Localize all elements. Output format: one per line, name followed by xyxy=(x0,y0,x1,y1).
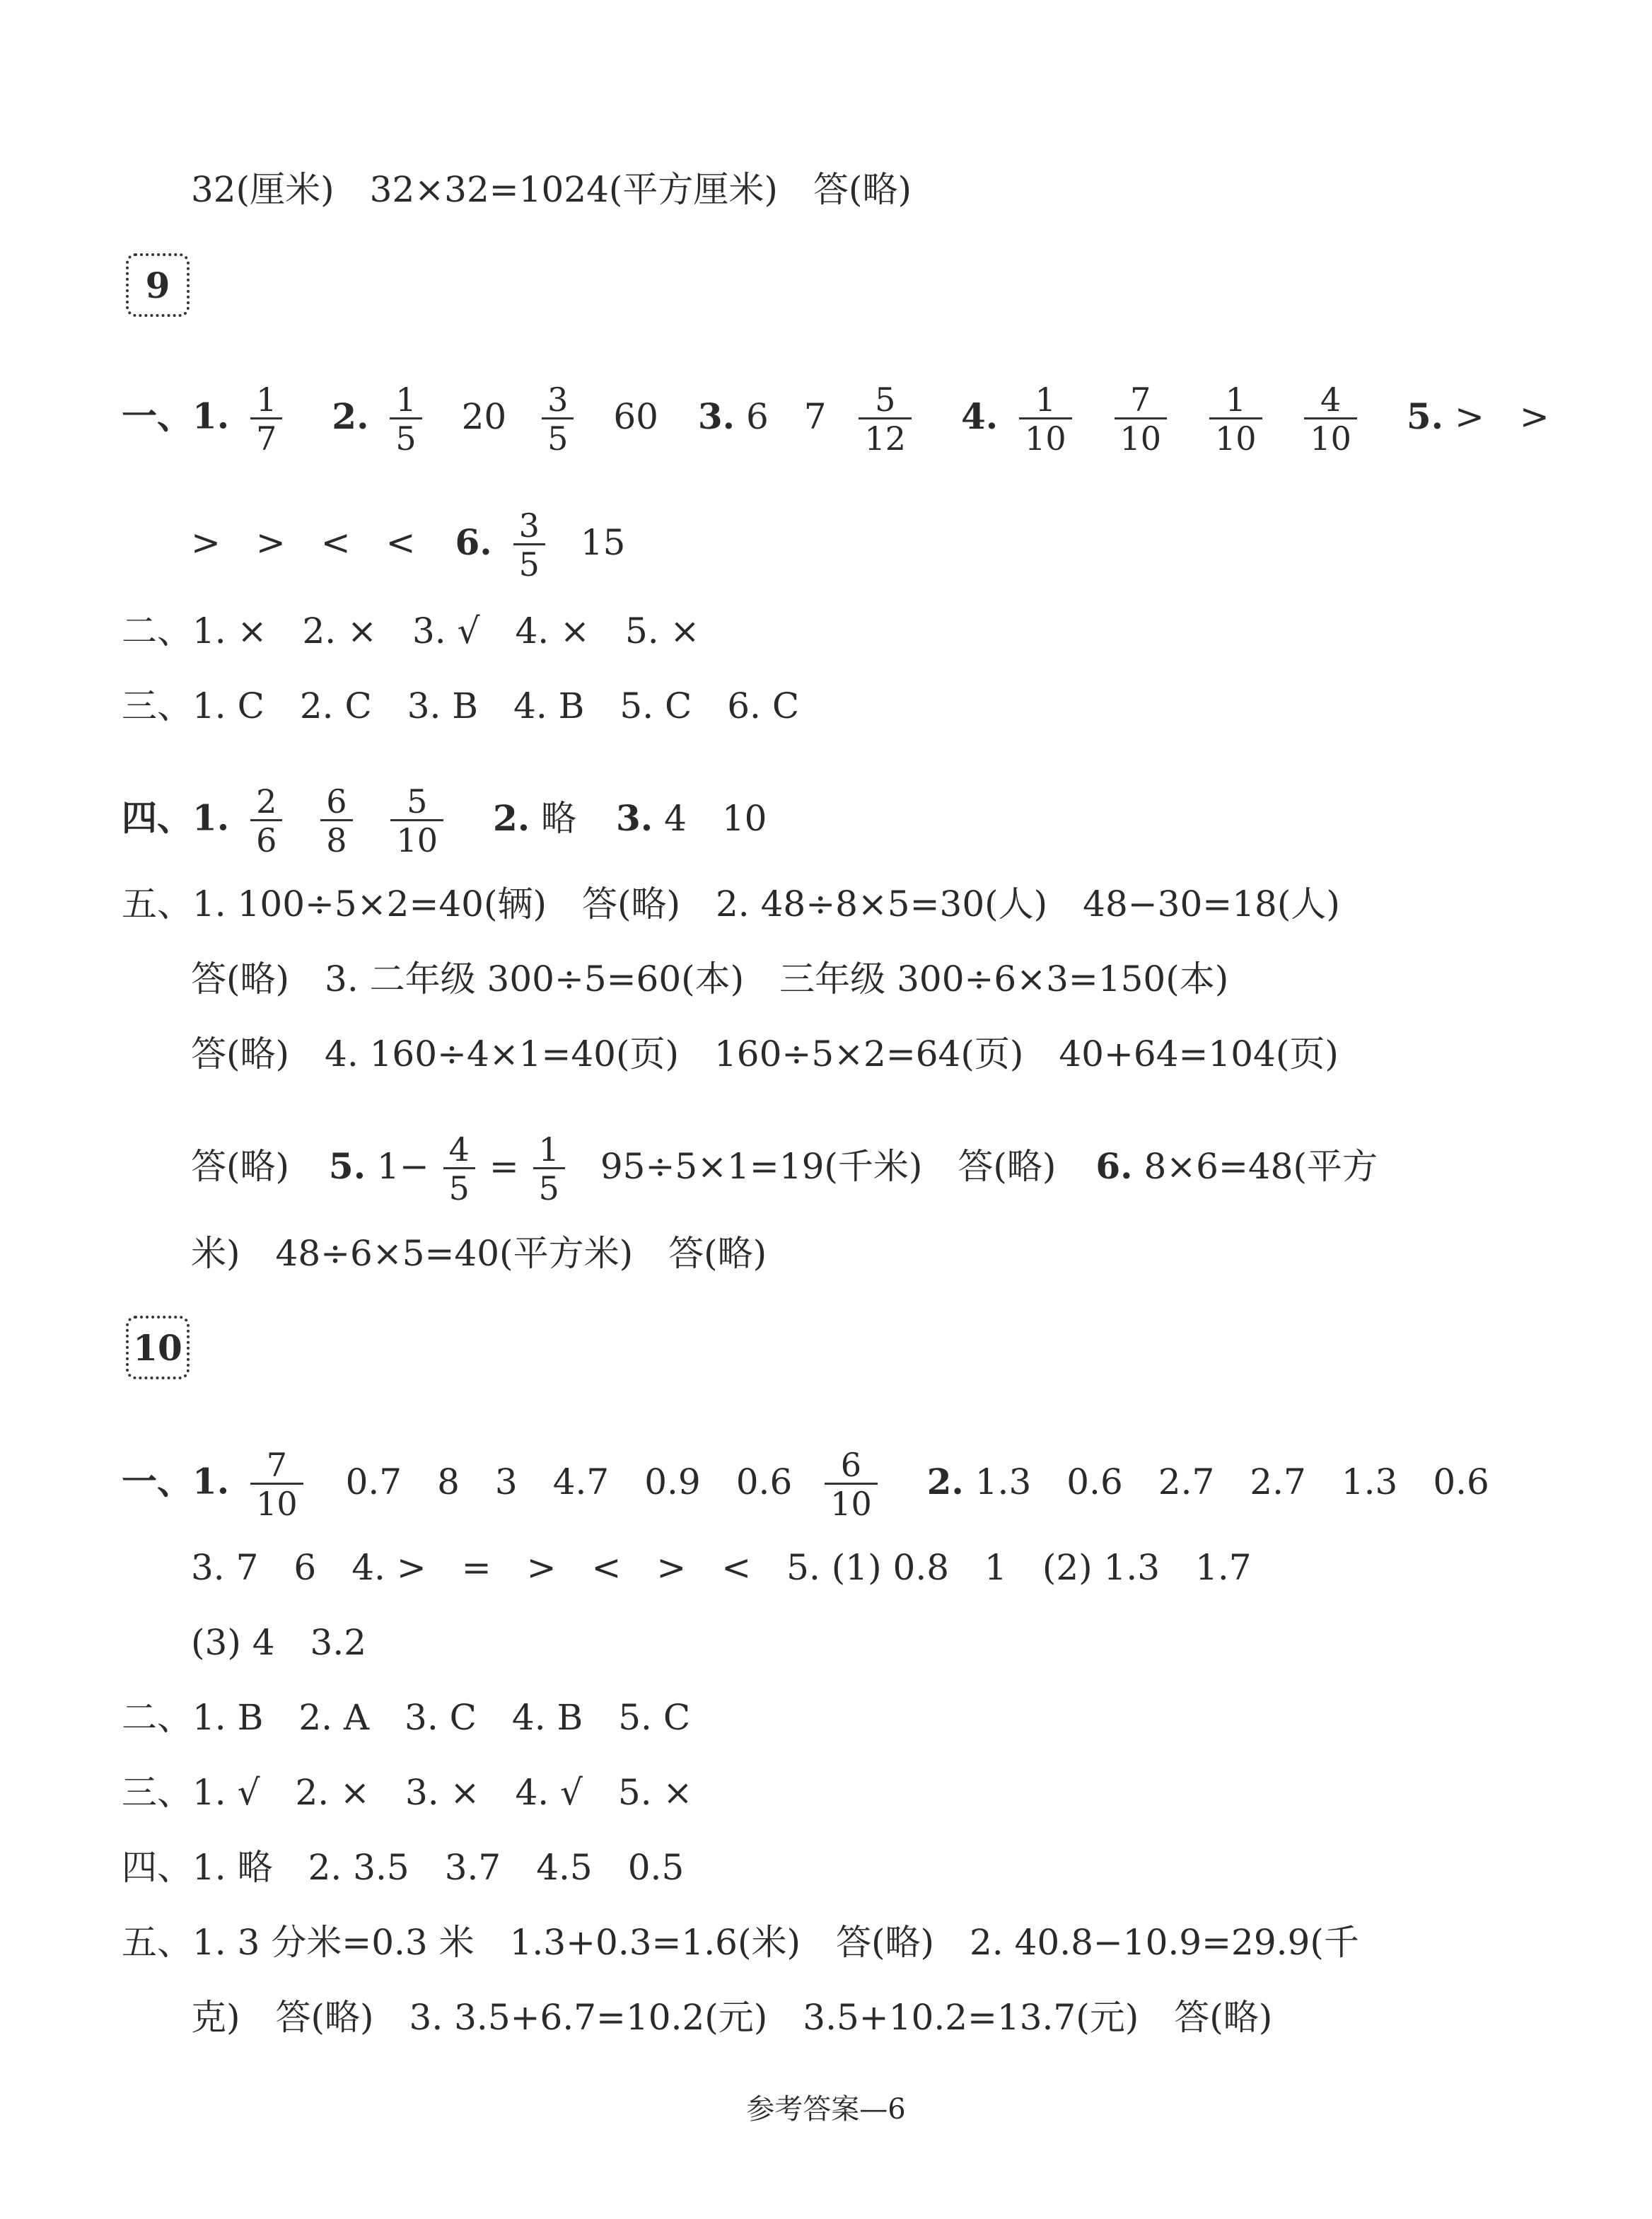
sec9-line-8: 答(略) 4. 160÷4×1=40(页) 160÷5×2=64(页) 40+64=104(页) xyxy=(191,1033,1339,1074)
fraction: $\frac{3}{5}$ xyxy=(513,508,545,582)
fraction: $\frac{1}{10}$ xyxy=(1209,382,1262,456)
fraction: $\frac{1}{7}$ xyxy=(250,382,282,456)
line-top: 32(厘米) 32×32=1024(平方厘米) 答(略) xyxy=(191,169,912,210)
sec10-line-4: 二、1. B 2. A 3. C 4. B 5. C xyxy=(122,1697,691,1738)
sec9-line-5: 四、1. $\frac{2}{6}$ $\frac{6}{8}$ $\frac{5}{10}$ 2. 略 3. 4 10 xyxy=(122,782,767,859)
fraction: $\frac{5}{12}$ xyxy=(859,382,912,456)
sec9-line-10: 米) 48÷6×5=40(平方米) 答(略) xyxy=(191,1233,767,1274)
sec10-line-7: 五、1. 3 分米=0.3 米 1.3+0.3=1.6(米) 答(略) 2. 40.8−10.9=29.9(千 xyxy=(122,1922,1359,1963)
fraction: $\frac{5}{10}$ xyxy=(390,784,443,858)
sec10-line-3: (3) 4 3.2 xyxy=(191,1622,367,1663)
fraction: $\frac{4}{10}$ xyxy=(1304,382,1357,456)
fraction: $\frac{7}{10}$ xyxy=(1115,382,1168,456)
sec9-line-2: > > < < 6. $\frac{3}{5}$ 15 xyxy=(191,506,626,584)
section-9-badge: 9 xyxy=(126,253,190,317)
fraction: $\frac{1}{10}$ xyxy=(1019,382,1072,456)
fraction: $\frac{6}{8}$ xyxy=(320,784,352,858)
fraction: $\frac{4}{5}$ xyxy=(443,1132,475,1206)
sec9-line-4: 三、1. C 2. C 3. B 4. B 5. C 6. C xyxy=(122,685,800,726)
fraction: $\frac{1}{5}$ xyxy=(533,1132,565,1206)
sec9-line-9: 答(略) 5. 1− $\frac{4}{5}$ = $\frac{1}{5}$ 95÷5×1=19(千米) 答(略) 6. 8×6=48(平方 xyxy=(191,1130,1378,1207)
fraction: $\frac{2}{6}$ xyxy=(250,784,282,858)
fraction: $\frac{3}{5}$ xyxy=(542,382,574,456)
sec10-line-6: 四、1. 略 2. 3.5 3.7 4.5 0.5 xyxy=(122,1847,685,1888)
sec9-line-7: 答(略) 3. 二年级 300÷5=60(本) 三年级 300÷6×3=150(本) xyxy=(191,958,1229,1000)
fraction: $\frac{7}{10}$ xyxy=(250,1447,303,1522)
page-footer: 参考答案—6 xyxy=(746,2093,906,2126)
sec10-line-5: 三、1. √ 2. × 3. × 4. √ 5. × xyxy=(122,1772,693,1813)
sec9-line-1: 一、1. $\frac{1}{7}$ 2. $\frac{1}{5}$ 20 $\frac{3}{5}$ 60 3. 6 7 $\frac{5}{12}$ 4. $\frac{1}{10}$ $\frac{7}{10}$ $\frac{1}{10}$ $\frac{4}{10}$ 5. > > xyxy=(122,381,1549,458)
sec9-line-3: 二、1. × 2. × 3. √ 4. × 5. × xyxy=(122,610,700,651)
section-10-badge: 10 xyxy=(126,1316,190,1379)
sec10-line-8: 克) 答(略) 3. 3.5+6.7=10.2(元) 3.5+10.2=13.7(元) 答(略) xyxy=(191,1997,1273,2038)
sec10-line-1: 一、1. $\frac{7}{10}$ 0.7 8 3 4.7 0.9 0.6 $\frac{6}{10}$ 2. 1.3 0.6 2.7 2.7 1.3 0.6 xyxy=(122,1446,1489,1523)
fraction: $\frac{6}{10}$ xyxy=(825,1447,878,1522)
sec9-line-6: 五、1. 100÷5×2=40(辆) 答(略) 2. 48÷8×5=30(人) 48−30=18(人) xyxy=(122,883,1340,925)
sec10-line-2: 3. 7 6 4. > = > < > < 5. (1) 0.8 1 (2) 1.3 1.7 xyxy=(191,1547,1252,1588)
fraction: $\frac{1}{5}$ xyxy=(390,382,421,456)
